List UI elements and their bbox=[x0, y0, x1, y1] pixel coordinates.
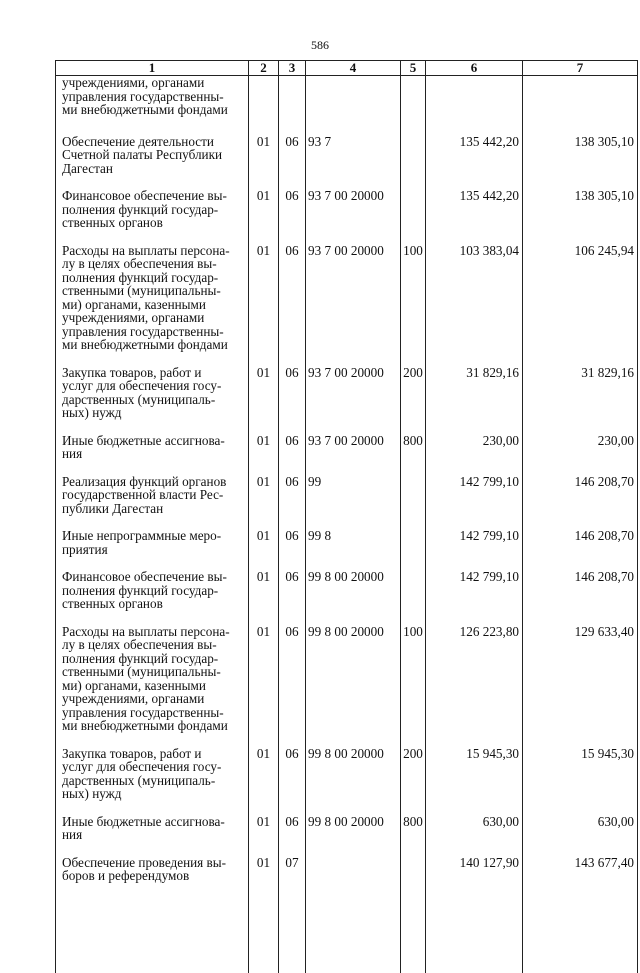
target-article-code: 99 8 00 20000 bbox=[306, 625, 401, 747]
amount-column-6: 230,00 bbox=[426, 434, 523, 475]
table-row bbox=[56, 570, 638, 625]
table-row bbox=[56, 189, 638, 244]
target-article-code: 99 8 00 20000 bbox=[306, 570, 401, 625]
header-row bbox=[56, 61, 638, 76]
target-article-code bbox=[306, 856, 401, 973]
column-header-2: 2 bbox=[249, 61, 279, 76]
item-description bbox=[56, 815, 249, 856]
section-code: 01 bbox=[249, 135, 279, 190]
expense-type-code: 200 bbox=[401, 366, 426, 434]
description-line: Обеспечение деятельности bbox=[62, 133, 214, 149]
amount-column-6: 135 442,20 bbox=[426, 189, 523, 244]
description-line: приятия bbox=[62, 541, 108, 557]
amount-column-6: 140 127,90 bbox=[426, 856, 523, 973]
column-header-4: 4 bbox=[306, 61, 401, 76]
description-line: ственных органов bbox=[62, 596, 163, 611]
amount-column-6: 142 799,10 bbox=[426, 475, 523, 530]
column-header-5: 5 bbox=[401, 61, 426, 76]
expense-type-code bbox=[401, 475, 426, 530]
subsection-code: 06 bbox=[279, 625, 306, 747]
description-line: полнения функций государ- bbox=[62, 269, 219, 285]
description-line: Закупка товаров, работ и bbox=[62, 745, 202, 761]
description-line: учреждениями, органами bbox=[62, 691, 205, 706]
section-code bbox=[249, 76, 279, 135]
amount-column-7: 106 245,94 bbox=[523, 244, 638, 366]
description-line: полнения функций государ- bbox=[62, 201, 219, 217]
amount-column-7: 129 633,40 bbox=[523, 625, 638, 747]
subsection-code: 06 bbox=[279, 529, 306, 570]
amount-column-7: 630,00 bbox=[523, 815, 638, 856]
subsection-code: 06 bbox=[279, 244, 306, 366]
description-line: Закупка товаров, работ и bbox=[62, 364, 202, 380]
amount-column-7: 146 208,70 bbox=[523, 570, 638, 625]
description-line: Финансовое обеспечение вы- bbox=[62, 188, 227, 203]
amount-column-7: 138 305,10 bbox=[523, 135, 638, 190]
description-line: полнения функций государ- bbox=[62, 650, 219, 666]
description-line: ми) органами, казенными bbox=[62, 296, 206, 312]
amount-column-6: 15 945,30 bbox=[426, 747, 523, 815]
description-line: услуг для обеспечения госу- bbox=[62, 378, 222, 393]
target-article-code: 93 7 bbox=[306, 135, 401, 190]
description-line: управления государственны- bbox=[62, 323, 224, 339]
expense-type-code: 800 bbox=[401, 434, 426, 475]
description-line: лу в целях обеспечения вы- bbox=[62, 637, 217, 652]
description-line: публики Дагестан bbox=[62, 500, 164, 516]
description-line: дарственных (муниципаль- bbox=[62, 391, 216, 407]
item-description bbox=[56, 747, 249, 815]
amount-column-6 bbox=[426, 76, 523, 135]
section-code: 01 bbox=[249, 244, 279, 366]
description-line: Счетной палаты Республики bbox=[62, 147, 223, 162]
description-line: ственными (муниципальны- bbox=[62, 664, 221, 679]
amount-column-6: 31 829,16 bbox=[426, 366, 523, 434]
description-line: лу в целях обеспечения вы- bbox=[62, 256, 217, 271]
description-line: Финансовое обеспечение вы- bbox=[62, 569, 227, 584]
amount-column-7 bbox=[523, 76, 638, 135]
budget-table bbox=[55, 60, 638, 973]
expense-type-code bbox=[401, 189, 426, 244]
column-header-7: 7 bbox=[523, 61, 638, 76]
description-line: дарственных (муниципаль- bbox=[62, 772, 216, 788]
column-header-6: 6 bbox=[426, 61, 523, 76]
description-line: ственными (муниципальны- bbox=[62, 283, 221, 298]
expense-type-code: 200 bbox=[401, 747, 426, 815]
section-code: 01 bbox=[249, 475, 279, 530]
amount-column-7: 146 208,70 bbox=[523, 475, 638, 530]
description-line: ных) нужд bbox=[62, 786, 122, 801]
amount-column-7: 146 208,70 bbox=[523, 529, 638, 570]
table-row bbox=[56, 475, 638, 530]
description-line: ми внебюджетными фондами bbox=[62, 718, 228, 733]
description-line: боров и референдумов bbox=[62, 868, 190, 883]
table-row bbox=[56, 747, 638, 815]
description-line: Дагестан bbox=[62, 160, 113, 176]
item-description bbox=[56, 570, 249, 625]
section-code: 01 bbox=[249, 434, 279, 475]
page-number: 586 bbox=[311, 38, 329, 52]
description-line: учреждениями, органами bbox=[62, 310, 205, 325]
amount-column-6: 630,00 bbox=[426, 815, 523, 856]
target-article-code: 93 7 00 20000 bbox=[306, 366, 401, 434]
description-line: ния bbox=[62, 827, 83, 842]
description-line: ных) нужд bbox=[62, 405, 122, 420]
description-line: государственной власти Рес- bbox=[62, 487, 224, 502]
table-row bbox=[56, 815, 638, 856]
section-code: 01 bbox=[249, 747, 279, 815]
item-description bbox=[56, 244, 249, 366]
amount-column-6: 103 383,04 bbox=[426, 244, 523, 366]
amount-column-7: 143 677,40 bbox=[523, 856, 638, 973]
item-description bbox=[56, 135, 249, 190]
subsection-code: 07 bbox=[279, 856, 306, 973]
description-line: Иные непрограммные меро- bbox=[62, 528, 222, 543]
section-code: 01 bbox=[249, 570, 279, 625]
subsection-code: 06 bbox=[279, 475, 306, 530]
amount-column-7: 230,00 bbox=[523, 434, 638, 475]
description-line: полнения функций государ- bbox=[62, 582, 219, 598]
table-body bbox=[56, 76, 638, 973]
table-row bbox=[56, 135, 638, 190]
subsection-code: 06 bbox=[279, 135, 306, 190]
item-description bbox=[56, 434, 249, 475]
description-line: Иные бюджетные ассигнова- bbox=[62, 432, 225, 448]
item-description bbox=[56, 366, 249, 434]
section-code: 01 bbox=[249, 625, 279, 747]
description-line: ми) органами, казенными bbox=[62, 677, 206, 693]
amount-column-7: 15 945,30 bbox=[523, 747, 638, 815]
target-article-code: 99 bbox=[306, 475, 401, 530]
amount-column-6: 142 799,10 bbox=[426, 570, 523, 625]
subsection-code: 06 bbox=[279, 747, 306, 815]
description-line: услуг для обеспечения госу- bbox=[62, 759, 222, 774]
subsection-code: 06 bbox=[279, 366, 306, 434]
description-line: ми внебюджетными фондами bbox=[62, 337, 228, 352]
description-line: ственных органов bbox=[62, 215, 163, 230]
amount-column-6: 126 223,80 bbox=[426, 625, 523, 747]
target-article-code: 99 8 bbox=[306, 529, 401, 570]
table-row bbox=[56, 244, 638, 366]
column-header-3: 3 bbox=[279, 61, 306, 76]
item-description bbox=[56, 625, 249, 747]
description-line: ния bbox=[62, 446, 83, 461]
description-line: ми внебюджетными фондами bbox=[62, 102, 228, 117]
column-header-1: 1 bbox=[56, 61, 249, 76]
amount-column-7: 138 305,10 bbox=[523, 189, 638, 244]
item-description bbox=[56, 189, 249, 244]
section-code: 01 bbox=[249, 856, 279, 973]
expense-type-code bbox=[401, 135, 426, 190]
expense-type-code bbox=[401, 570, 426, 625]
item-description bbox=[56, 529, 249, 570]
subsection-code: 06 bbox=[279, 815, 306, 856]
expense-type-code bbox=[401, 76, 426, 135]
target-article-code: 93 7 00 20000 bbox=[306, 244, 401, 366]
table-row bbox=[56, 856, 638, 973]
description-line: Иные бюджетные ассигнова- bbox=[62, 813, 225, 829]
subsection-code: 06 bbox=[279, 189, 306, 244]
item-description bbox=[56, 475, 249, 530]
description-line: Расходы на выплаты персона- bbox=[62, 242, 230, 258]
target-article-code: 99 8 00 20000 bbox=[306, 815, 401, 856]
expense-type-code: 100 bbox=[401, 625, 426, 747]
table-row bbox=[56, 625, 638, 747]
target-article-code bbox=[306, 76, 401, 135]
section-code: 01 bbox=[249, 815, 279, 856]
description-line: учреждениями, органами bbox=[62, 75, 205, 90]
description-line: управления государственны- bbox=[62, 704, 224, 720]
section-code: 01 bbox=[249, 189, 279, 244]
description-line: Обеспечение проведения вы- bbox=[62, 854, 227, 870]
amount-column-6: 142 799,10 bbox=[426, 529, 523, 570]
section-code: 01 bbox=[249, 529, 279, 570]
expense-type-code: 100 bbox=[401, 244, 426, 366]
expense-type-code bbox=[401, 529, 426, 570]
amount-column-7: 31 829,16 bbox=[523, 366, 638, 434]
description-line: Расходы на выплаты персона- bbox=[62, 623, 230, 639]
item-description bbox=[56, 856, 249, 973]
description-line: Реализация функций органов bbox=[62, 473, 227, 489]
table-row bbox=[56, 434, 638, 475]
table-row bbox=[56, 366, 638, 434]
target-article-code: 93 7 00 20000 bbox=[306, 189, 401, 244]
table-row bbox=[56, 529, 638, 570]
description-line: управления государственны- bbox=[62, 88, 224, 104]
item-description bbox=[56, 76, 249, 135]
section-code: 01 bbox=[249, 366, 279, 434]
amount-column-6: 135 442,20 bbox=[426, 135, 523, 190]
expense-type-code bbox=[401, 856, 426, 973]
target-article-code: 93 7 00 20000 bbox=[306, 434, 401, 475]
subsection-code: 06 bbox=[279, 570, 306, 625]
subsection-code: 06 bbox=[279, 434, 306, 475]
target-article-code: 99 8 00 20000 bbox=[306, 747, 401, 815]
subsection-code bbox=[279, 76, 306, 135]
expense-type-code: 800 bbox=[401, 815, 426, 856]
table-row bbox=[56, 76, 638, 135]
